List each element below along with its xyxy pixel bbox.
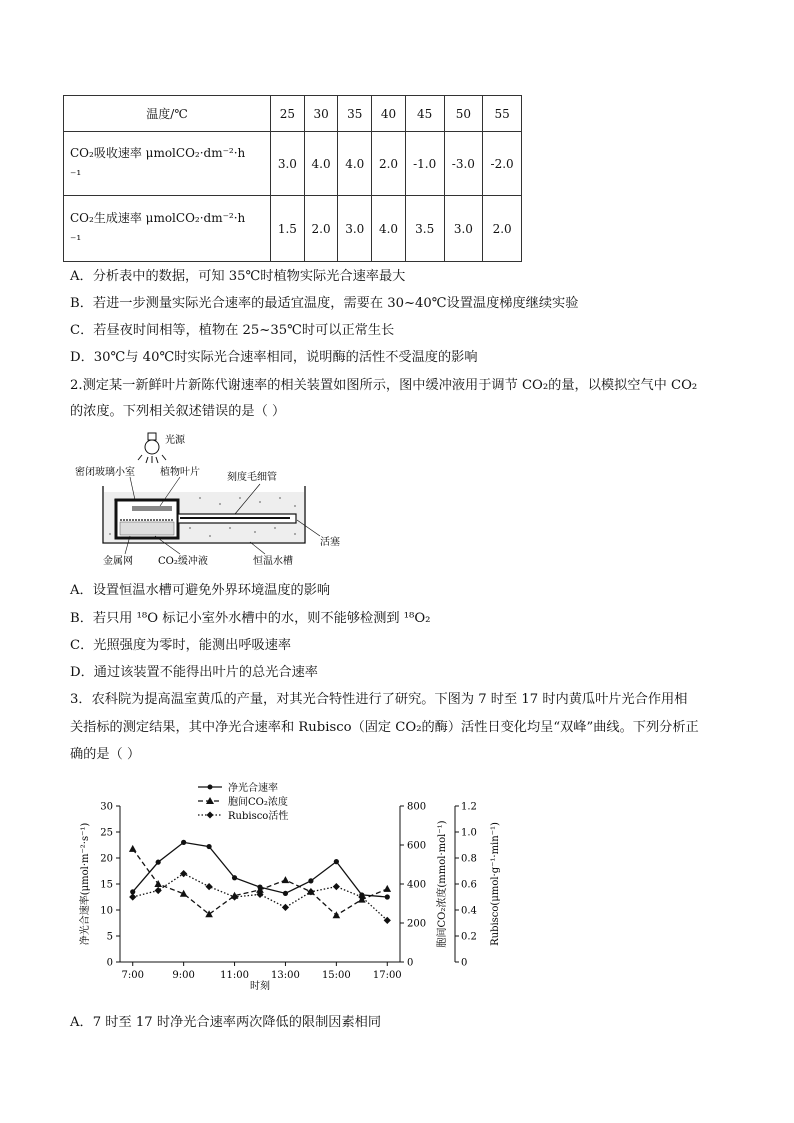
temp-cell: 40 (372, 96, 406, 132)
data-point (129, 845, 137, 852)
temp-cell: 25 (271, 96, 305, 132)
legend-label: 净光合速率 (228, 783, 278, 794)
data-point (129, 893, 136, 900)
temperature-data-table (63, 95, 522, 262)
q3-stem-line-1: 3．农科院为提高温室黄瓜的产量，对其光合特性进行了研究。下图为 7 时至 17 时内黄瓜叶片光合作用相 (70, 692, 688, 707)
table-cell: 2.0 (483, 196, 522, 262)
right2-tick-label: 1.2 (461, 801, 477, 813)
data-point (333, 883, 340, 890)
light-bulb-icon (138, 433, 166, 463)
table-cell: 1.5 (271, 196, 305, 262)
left-tick-label: 25 (100, 827, 113, 839)
right1-tick-label: 200 (407, 918, 427, 930)
apparatus-diagram (70, 428, 360, 576)
x-tick-label: 17:00 (372, 970, 402, 981)
data-point (383, 885, 391, 892)
data-point (232, 875, 237, 880)
table-cell: -2.0 (483, 132, 522, 196)
table-cell: -1.0 (405, 132, 444, 196)
table-cell: 2.0 (304, 196, 338, 262)
right2-axis-label: Rubisco(μmol·g⁻¹·min⁻¹) (490, 822, 501, 946)
left-tick-label: 0 (106, 957, 113, 969)
label-bath: 恒温水槽 (253, 556, 293, 567)
data-point (154, 880, 162, 887)
data-point (283, 891, 288, 896)
data-point (180, 870, 187, 877)
temp-cell: 55 (483, 96, 522, 132)
glass-chamber (116, 500, 178, 538)
legend-label: 胞间CO₂浓度 (228, 797, 288, 808)
data-point (282, 904, 289, 911)
row-label-line: CO₂吸收速率 μmolCO₂·dm⁻²·h (70, 145, 246, 160)
temp-cell: 45 (405, 96, 444, 132)
right1-axis-label: 胞间CO₂浓度(mmol·mol⁻¹) (437, 820, 448, 948)
right1-tick-label: 600 (407, 840, 427, 852)
q2-option-b: B．若只用 ¹⁸O 标记小室外水槽中的水，则不能够检测到 ¹⁸O₂ (70, 611, 431, 626)
left-tick-label: 5 (106, 931, 113, 943)
series-line-1 (133, 849, 388, 915)
data-point (333, 911, 341, 918)
data-point (282, 876, 290, 883)
x-tick-label: 7:00 (121, 970, 144, 981)
right2-tick-label: 0.8 (461, 853, 477, 865)
table-cell: 3.0 (271, 132, 305, 196)
q1-option-b: B．若进一步测量实际光合速率的最适宜温度，需要在 30~40℃设置温度梯度继续实验 (70, 296, 579, 311)
left-tick-label: 30 (100, 801, 113, 813)
header-label: 温度/℃ (64, 96, 271, 132)
table-cell: 3.0 (444, 196, 483, 262)
data-point (334, 859, 339, 864)
label-capillary: 刻度毛细管 (227, 472, 277, 483)
table-cell: 4.0 (372, 196, 406, 262)
left-tick-label: 20 (100, 853, 113, 865)
temp-cell: 30 (304, 96, 338, 132)
q3-option-a: A．7 时至 17 时净光合速率两次降低的限制因素相同 (70, 1015, 382, 1030)
q1-option-c: C．若昼夜时间相等，植物在 25~35℃时可以正常生长 (70, 323, 395, 338)
q3-stem-line-3: 确的是（ ） (70, 747, 141, 762)
data-point (156, 860, 161, 865)
x-tick-label: 13:00 (271, 970, 300, 981)
row-label-line: ⁻¹ (70, 232, 82, 247)
label-piston: 活塞 (320, 537, 340, 548)
temp-cell: 50 (444, 96, 483, 132)
q3-stem-line-2: 关指标的测定结果，其中净光合速率和 Rubisco（固定 CO₂的酶）活性日变化均呈“双峰”曲线。下列分析正 (70, 720, 699, 735)
right2-tick-label: 0.2 (461, 931, 477, 943)
data-point (206, 844, 211, 849)
data-point (181, 840, 186, 845)
right1-tick-label: 400 (407, 879, 427, 891)
q2-stem-line-1: 2.测定某一新鲜叶片新陈代谢速率的相关装置如图所示，图中缓冲液用于调节 CO₂的量，以模拟空气中 CO₂ (70, 378, 698, 393)
table-header-row (64, 96, 522, 132)
table-cell: 4.0 (304, 132, 338, 196)
table-row (64, 132, 522, 196)
table-row (64, 196, 522, 262)
right2-tick-label: 0.4 (461, 905, 477, 917)
legend-label: Rubisco活性 (228, 811, 289, 822)
right2-tick-label: 1.0 (461, 827, 477, 839)
right2-tick-label: 0.6 (461, 879, 477, 891)
table-cell: 4.0 (338, 132, 372, 196)
table-cell: 2.0 (372, 132, 406, 196)
q2-option-a: A．设置恒温水槽可避免外界环境温度的影响 (70, 583, 331, 598)
label-light: 光源 (165, 435, 185, 446)
right2-tick-label: 0 (461, 957, 468, 969)
x-axis-label: 时刻 (250, 981, 270, 992)
right1-tick-label: 0 (407, 957, 414, 969)
table-cell: 3.0 (338, 196, 372, 262)
left-tick-label: 10 (100, 905, 113, 917)
q2-option-c: C．光照强度为零时，能测出呼吸速率 (70, 638, 292, 653)
label-leaf: 植物叶片 (160, 467, 200, 478)
label-buffer: CO₂缓冲液 (158, 556, 208, 567)
data-point (205, 883, 212, 890)
left-axis-label: 净光合速率(μmol·m⁻²·s⁻¹) (80, 822, 91, 946)
left-tick-label: 15 (100, 879, 113, 891)
row-label (64, 132, 271, 196)
data-point (385, 894, 390, 899)
row-label (64, 196, 271, 262)
row-label-line: ⁻¹ (70, 167, 82, 182)
label-chamber: 密闭玻璃小室 (75, 467, 135, 478)
x-tick-label: 9:00 (172, 970, 195, 981)
photosynthesis-chart (70, 772, 520, 1002)
temp-cell: 35 (338, 96, 372, 132)
table-cell: 3.5 (405, 196, 444, 262)
capillary-tube (178, 514, 296, 523)
leaf (132, 506, 172, 511)
x-tick-label: 15:00 (321, 970, 351, 981)
data-point (155, 887, 162, 894)
q1-option-a: A．分析表中的数据，可知 35℃时植物实际光合速率最大 (70, 269, 406, 284)
right1-tick-label: 800 (407, 801, 427, 813)
row-label-line: CO₂生成速率 μmolCO₂·dm⁻²·h (70, 210, 246, 225)
label-mesh: 金属网 (103, 556, 133, 567)
q2-option-d: D．通过该装置不能得出叶片的总光合速率 (70, 665, 318, 680)
data-point (308, 878, 313, 883)
table-cell: -3.0 (444, 132, 483, 196)
q1-option-d: D．30℃与 40℃时实际光合速率相同，说明酶的活性不受温度的影响 (70, 350, 478, 365)
chart-legend (198, 781, 288, 822)
q2-stem-line-2: 的浓度。下列相关叙述错误的是（ ） (70, 404, 286, 419)
x-tick-label: 11:00 (220, 970, 249, 981)
